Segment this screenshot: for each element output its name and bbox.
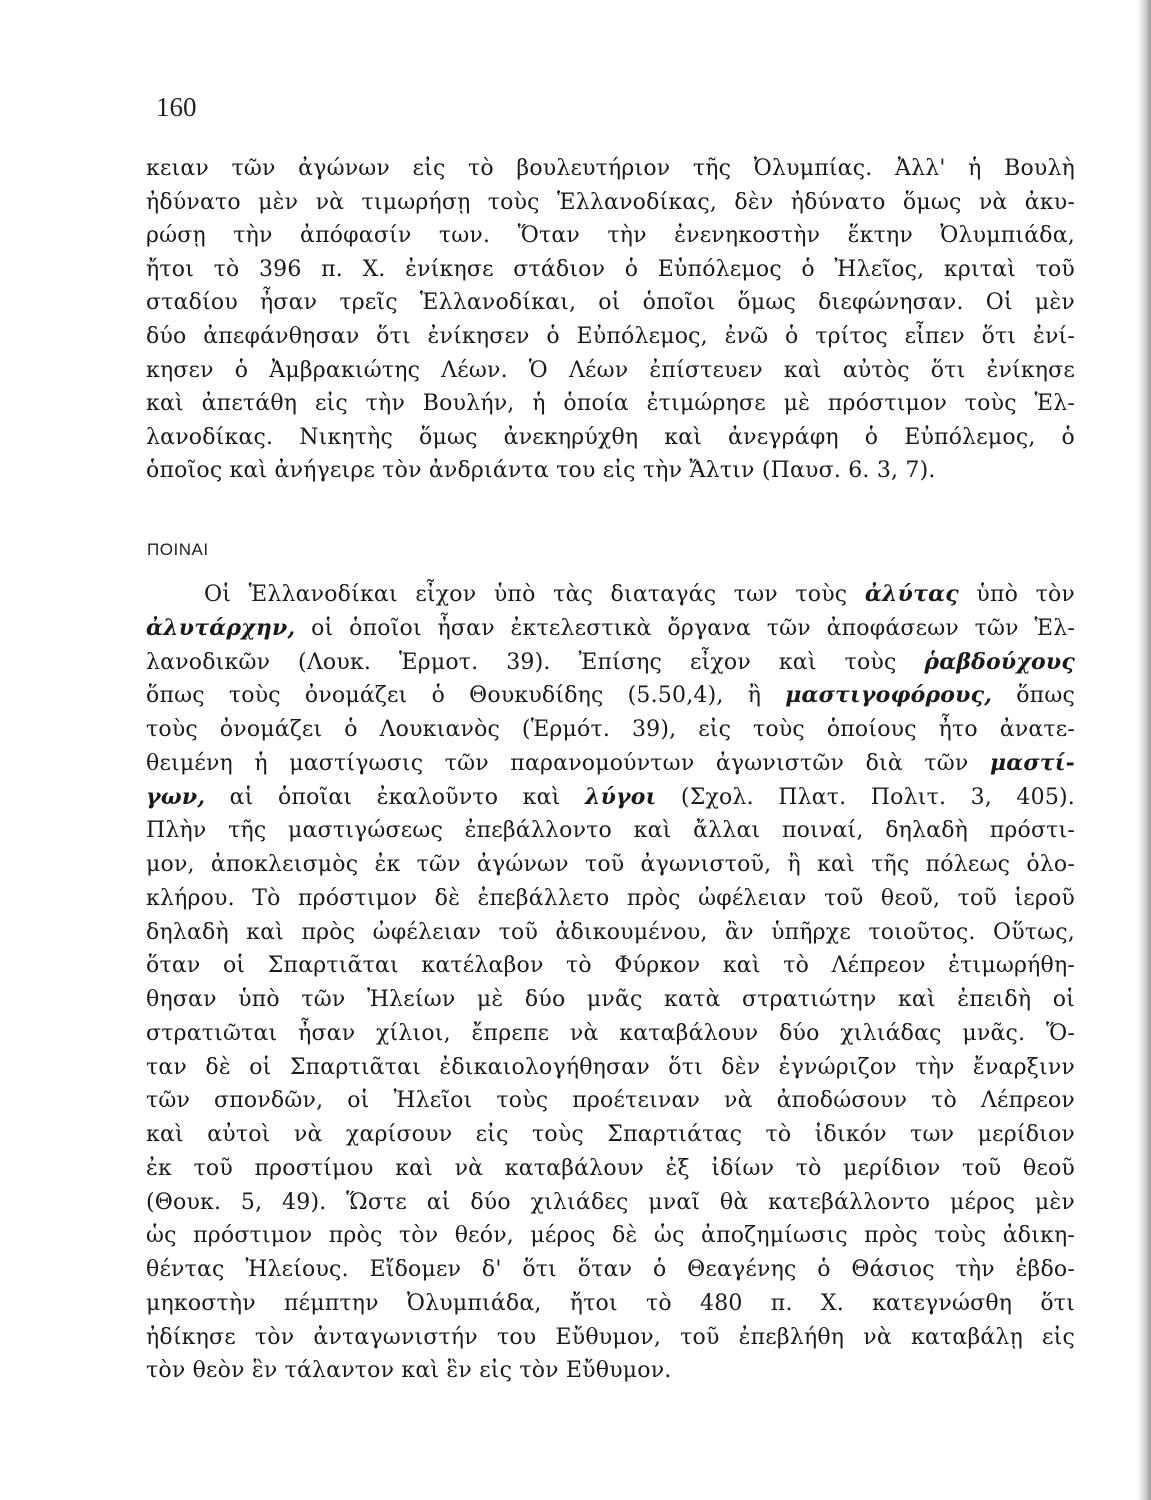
text-line: κησεν ὁ Ἀμβρακιώτης Λέων. Ὁ Λέων ἐπίστευεν καὶ αὐτὸς ὅτι ἐνίκησε [146, 357, 1075, 383]
text-line [146, 1287, 1075, 1321]
text-line [146, 1051, 1075, 1085]
text-span: τὸν θεὸν ἓν τάλαντον καὶ ἓν εἰς τὸν Εὔθυμον. [146, 1358, 672, 1384]
text-line [146, 1118, 1075, 1152]
text-line [146, 882, 1075, 916]
text-span: Πλὴν τῆς μαστιγώσεως ἐπεβάλλοντο καὶ ἄλλαι ποιναί, δηλαδὴ πρόστι- [146, 818, 1075, 844]
paragraph-1 [146, 152, 1075, 488]
emphasized-term: γων, [146, 783, 206, 810]
text-span: οἱ ὁποῖοι ἦσαν ἐκτελεστικὰ ὄργανα τῶν ἀποφάσεων τῶν Ἑλ- [295, 615, 1075, 641]
text-span: ὅταν οἱ Σπαρτιᾶται κατέλαβον τὸ Φύρκον καὶ τὸ Λέπρεον ἐτιμωρήθη- [146, 953, 1075, 979]
text-span: κλήρου. Τὸ πρόστιμον δὲ ἐπεβάλλετο πρὸς ὠφέλειαν τοῦ θεοῦ, τοῦ ἱεροῦ [146, 885, 1075, 911]
text-line: ὁποῖος καὶ ἀνήγειρε τὸν ἀνδριάντα του εἰς τὴν Ἄλτιν (Παυσ. 6. 3, 7). [146, 458, 936, 484]
emphasized-term: ῥαβδούχους [924, 648, 1075, 675]
text-span: θειμένη ἡ μαστίγωσις τῶν παρανομούντων ἀγωνιστῶν διὰ τῶν [146, 750, 990, 776]
text-line: δύο ἀπεφάνθησαν ὅτι ἐνίκησεν ὁ Εὐπόλεμος, ἐνῶ ὁ τρίτος εἶπεν ὅτι ἐνί- [146, 323, 1075, 349]
text-span: μον, ἀποκλεισμὸς ἐκ τῶν ἀγώνων τοῦ ἀγωνιστοῦ, ἢ καὶ τῆς πόλεως ὁλο- [146, 852, 1075, 877]
text-span: στρατιῶται ἦσαν χίλιοι, ἔπρεπε νὰ καταβάλουν δύο χιλιάδας μνᾶς. Ὅ- [146, 1020, 1075, 1046]
text-span: ἠδίκησε τὸν ἀνταγωνιστήν του Εὔθυμον, τοῦ ἐπεβλήθη νὰ καταβάλῃ εἰς [146, 1324, 1075, 1350]
text-line [146, 646, 1075, 680]
section-heading: ΠΟΙΝΑΙ [147, 540, 209, 559]
text-line [146, 848, 1075, 882]
text-span: (Σχολ. Πλατ. Πολιτ. 3, 405). [656, 784, 1075, 810]
text-line [146, 1084, 1075, 1118]
text-span: θησαν ὑπὸ τῶν Ἠλείων μὲ δύο μνᾶς κατὰ στρατιώτην καὶ ἐπειδὴ οἱ [146, 987, 1075, 1012]
text-line [146, 916, 1075, 950]
text-line [146, 814, 1075, 848]
text-span: δηλαδὴ καὶ πρὸς ὠφέλειαν τοῦ ἀδικουμένου, ἂν ὑπῆρχε τοιοῦτος. Οὕτως, [146, 919, 1075, 945]
paragraph-2 [146, 578, 1075, 1388]
text-span: τῶν σπονδῶν, οἱ Ἠλεῖοι τοὺς προέτειναν νὰ ἀποδώσουν τὸ Λέπρεον [146, 1088, 1075, 1114]
text-span: μηκοστὴν πέμπτην Ὀλυμπιάδα, ἤτοι τὸ 480 π. Χ. κατεγνώσθη ὅτι [146, 1290, 1075, 1316]
text-line: λανοδίκας. Νικητὴς ὅμως ἀνεκηρύχθη καὶ ἀνεγράφη ὁ Εὐπόλεμος, ὁ [146, 424, 1075, 450]
page-number: 160 [156, 92, 197, 122]
text-line [146, 1186, 1075, 1220]
text-line: ἤτοι τὸ 396 π. Χ. ἐνίκησε στάδιον ὁ Εὐπόλεμος ὁ Ἠλεῖος, κριταὶ τοῦ [146, 256, 1075, 282]
emphasized-term: λύγοι [584, 783, 657, 810]
text-line [146, 1321, 1075, 1355]
text-line [146, 747, 1075, 781]
text-line [146, 1354, 1075, 1388]
emphasized-term: μαστί- [989, 749, 1075, 776]
text-span: ἐκ τοῦ προστίμου καὶ νὰ καταβάλουν ἐξ ἰδίων τὸ μερίδιον τοῦ θεοῦ [146, 1155, 1075, 1181]
text-line [146, 578, 1075, 612]
text-span: ταν δὲ οἱ Σπαρτιᾶται ἐδικαιολογήθησαν ὅτι δὲν ἐγνώριζον τὴν ἔναρξινν [146, 1054, 1075, 1080]
text-span: θέντας Ἠλείους. Εἴδομεν δ' ὅτι ὅταν ὁ Θεαγένης ὁ Θάσιος τὴν ἑβδο- [146, 1257, 1075, 1282]
text-line [146, 1017, 1075, 1051]
text-line [146, 1152, 1075, 1186]
text-line: καὶ ἀπετάθη εἰς τὴν Βουλήν, ἡ ὁποία ἐτιμώρησε μὲ πρόστιμον τοὺς Ἑλ- [146, 391, 1075, 417]
text-line [146, 983, 1075, 1017]
emphasized-term: ἀλυτάρχην, [146, 614, 296, 641]
text-span: ὡς πρόστιμον πρὸς τὸν θεόν, μέρος δὲ ὡς ἀποζημίωσις πρὸς τοὺς ἀδικη- [146, 1223, 1075, 1249]
text-span: ὅπως τοὺς ὀνομάζει ὁ Θουκυδίδης (5.50,4), ἢ [146, 683, 786, 709]
text-span: αἱ ὁποῖαι ἐκαλοῦντο καὶ [205, 784, 585, 810]
emphasized-term: μαστιγοφόρους, [785, 682, 993, 709]
text-line: κειαν τῶν ἀγώνων εἰς τὸ βουλευτήριον τῆς Ὀλυμπίας. Ἀλλ' ἡ Βουλὴ [146, 156, 1075, 181]
text-span: Οἱ Ἑλλανοδίκαι εἶχον ὑπὸ τὰς διαταγάς των τοὺς [204, 582, 865, 607]
text-line: σταδίου ἦσαν τρεῖς Ἑλλανοδίκαι, οἱ ὁποῖοι ὅμως διεφώνησαν. Οἱ μὲν [146, 290, 1075, 316]
text-span: τοὺς ὀνομάζει ὁ Λουκιανὸς (Ἑρμότ. 39), εἰς τοὺς ὁποίους ἦτο ἀνατε- [146, 717, 1075, 742]
text-line [146, 612, 1075, 646]
text-span: λανοδικῶν (Λουκ. Ἑρμοτ. 39). Ἐπίσης εἶχον καὶ τοὺς [146, 649, 925, 675]
text-span: καὶ αὐτοὶ νὰ χαρίσουν εἰς τοὺς Σπαρτιάτας τὸ ἰδικόν των μερίδιον [146, 1122, 1075, 1147]
text-span: ὅπως [992, 683, 1075, 709]
text-span: (Θουκ. 5, 49). Ὥστε αἱ δύο χιλιάδες μναῖ θὰ κατεβάλλοντο μέρος μὲν [146, 1189, 1075, 1215]
text-line [146, 1253, 1075, 1287]
text-line [146, 781, 1075, 815]
text-span: ὑπὸ τὸν [958, 582, 1075, 607]
text-line [146, 949, 1075, 983]
text-line: ρώσῃ τὴν ἀπόφασίν των. Ὅταν τὴν ἐνενηκοστὴν ἕκτην Ὀλυμπιάδα, [146, 223, 1075, 249]
text-line: ἠδύνατο μὲν νὰ τιμωρήσῃ τοὺς Ἑλλανοδίκας, δὲν ἠδύνατο ὅμως νὰ ἀκυ- [146, 189, 1075, 215]
book-spine-shadow [1137, 0, 1151, 1500]
emphasized-term: ἀλύτας [864, 581, 959, 607]
text-line [146, 679, 1075, 713]
text-line [146, 713, 1075, 747]
text-line [146, 1219, 1075, 1253]
